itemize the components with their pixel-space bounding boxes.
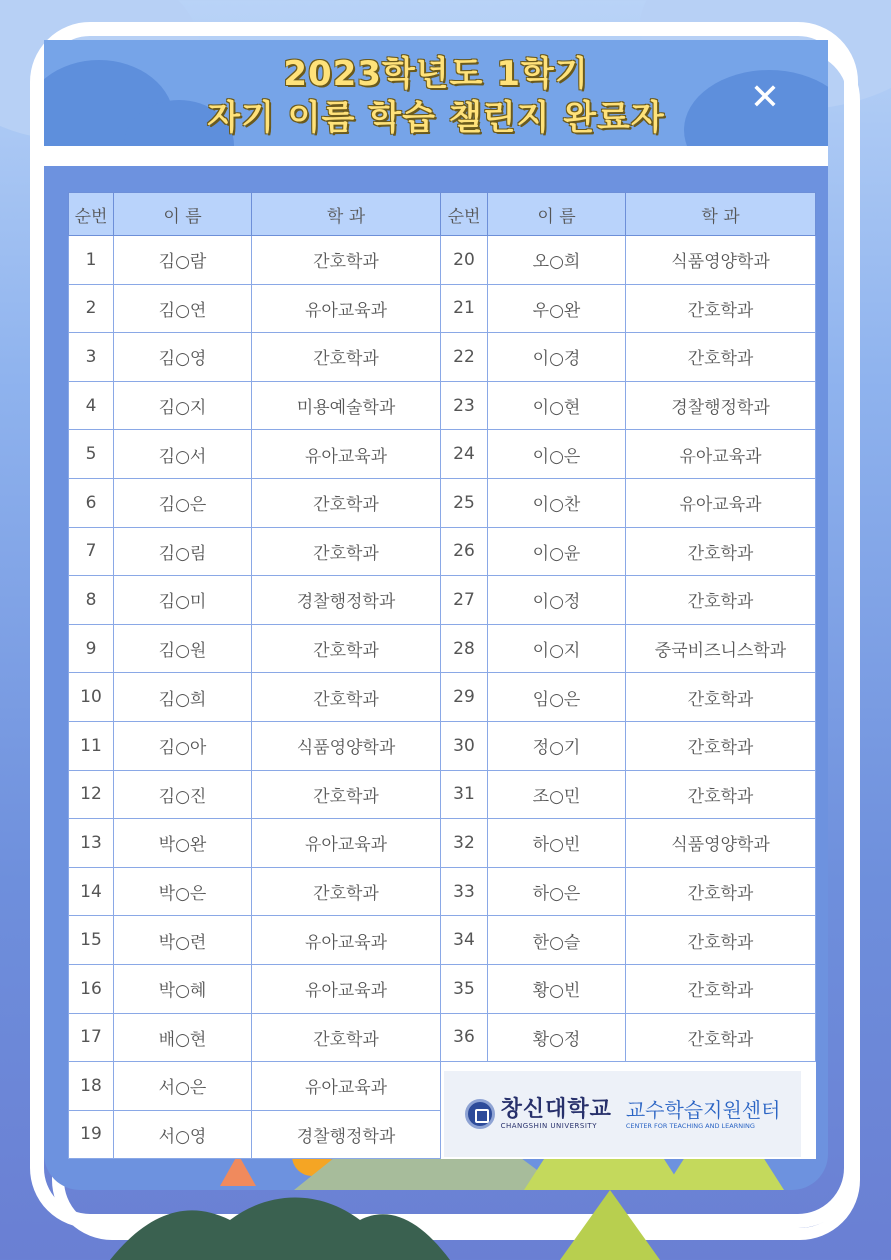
row-number: 33 (441, 867, 488, 916)
row-number: 22 (441, 333, 488, 382)
table-header-row (69, 193, 816, 236)
department: 간호학과 (626, 916, 816, 965)
student-name: 김○림 (114, 527, 252, 576)
student-name: 이○현 (488, 381, 626, 430)
center-name-kr: 교수학습지원센터 (625, 1097, 781, 1122)
student-name: 오○희 (488, 236, 626, 285)
row-number: 28 (441, 624, 488, 673)
university-name-en: CHANGSHIN UNIVERSITY (500, 1121, 597, 1130)
student-name: 조○민 (488, 770, 626, 819)
row-number: 12 (69, 770, 114, 819)
tree-foreground (560, 1190, 660, 1260)
row-number: 25 (441, 478, 488, 527)
row-number: 24 (441, 430, 488, 479)
student-name: 김○미 (114, 576, 252, 625)
header-dept: 학 과 (252, 193, 441, 236)
department: 간호학과 (252, 770, 441, 819)
department: 간호학과 (626, 333, 816, 382)
table-row (69, 527, 816, 576)
department: 유아교육과 (252, 1062, 441, 1111)
department: 경찰행정학과 (252, 576, 441, 625)
row-number: 5 (69, 430, 114, 479)
student-name: 우○완 (488, 284, 626, 333)
row-number: 2 (69, 284, 114, 333)
header-dept: 학 과 (626, 193, 816, 236)
student-name: 김○은 (114, 478, 252, 527)
row-number: 32 (441, 819, 488, 868)
row-number: 29 (441, 673, 488, 722)
foreground-hills (0, 1180, 891, 1260)
header-no: 순번 (441, 193, 488, 236)
student-name: 이○정 (488, 576, 626, 625)
student-name: 김○진 (114, 770, 252, 819)
student-name: 박○완 (114, 819, 252, 868)
student-name: 박○은 (114, 867, 252, 916)
student-name: 배○현 (114, 1013, 252, 1062)
table-row (69, 333, 816, 382)
row-number: 31 (441, 770, 488, 819)
department: 간호학과 (626, 964, 816, 1013)
student-name: 황○빈 (488, 964, 626, 1013)
department: 중국비즈니스학과 (626, 624, 816, 673)
student-name: 김○영 (114, 333, 252, 382)
department: 유아교육과 (252, 284, 441, 333)
department: 식품영양학과 (626, 819, 816, 868)
row-number: 14 (69, 867, 114, 916)
table-row (69, 770, 816, 819)
student-name: 김○지 (114, 381, 252, 430)
completion-table (68, 192, 816, 1159)
row-number: 4 (69, 381, 114, 430)
department: 간호학과 (252, 527, 441, 576)
row-number: 7 (69, 527, 114, 576)
student-name: 김○연 (114, 284, 252, 333)
row-number: 15 (69, 916, 114, 965)
department: 경찰행정학과 (252, 1110, 441, 1159)
table-row (69, 964, 816, 1013)
department: 간호학과 (252, 1013, 441, 1062)
student-name: 임○은 (488, 673, 626, 722)
table-body (69, 236, 816, 1159)
department: 간호학과 (626, 527, 816, 576)
department: 간호학과 (252, 236, 441, 285)
logo-panel (444, 1071, 801, 1157)
department: 유아교육과 (252, 430, 441, 479)
row-number: 19 (69, 1110, 114, 1159)
row-number: 16 (69, 964, 114, 1013)
department: 간호학과 (626, 770, 816, 819)
department: 유아교육과 (252, 916, 441, 965)
row-number: 21 (441, 284, 488, 333)
center-name-en: CENTER FOR TEACHING AND LEARNING (625, 1121, 755, 1130)
table-row (69, 721, 816, 770)
row-number: 18 (69, 1062, 114, 1111)
student-name: 서○영 (114, 1110, 252, 1159)
student-name: 이○찬 (488, 478, 626, 527)
row-number: 8 (69, 576, 114, 625)
table-row (69, 430, 816, 479)
department: 간호학과 (252, 867, 441, 916)
table-row (69, 1013, 816, 1062)
row-number: 9 (69, 624, 114, 673)
table-row (69, 236, 816, 285)
department: 간호학과 (626, 867, 816, 916)
student-name: 서○은 (114, 1062, 252, 1111)
table-row (69, 381, 816, 430)
student-name: 이○지 (488, 624, 626, 673)
page-title (44, 52, 828, 140)
university-name-kr: 창신대학교 (500, 1096, 612, 1122)
row-number: 35 (441, 964, 488, 1013)
title-line-2: 자기 이름 학습 챌린지 완료자 (207, 98, 665, 138)
row-number: 23 (441, 381, 488, 430)
row-number: 36 (441, 1013, 488, 1062)
student-name: 김○아 (114, 721, 252, 770)
title-line-1: 2023학년도 1학기 (283, 54, 589, 94)
department: 간호학과 (626, 576, 816, 625)
department: 식품영양학과 (252, 721, 441, 770)
department: 경찰행정학과 (626, 381, 816, 430)
row-number: 26 (441, 527, 488, 576)
student-name: 김○서 (114, 430, 252, 479)
department: 유아교육과 (252, 819, 441, 868)
student-name: 이○경 (488, 333, 626, 382)
header-name: 이 름 (114, 193, 252, 236)
student-name: 한○슬 (488, 916, 626, 965)
row-number: 6 (69, 478, 114, 527)
close-icon: ✕ (749, 77, 781, 118)
student-name: 하○빈 (488, 819, 626, 868)
department: 간호학과 (626, 673, 816, 722)
department: 유아교육과 (252, 964, 441, 1013)
row-number: 11 (69, 721, 114, 770)
department: 유아교육과 (626, 478, 816, 527)
row-number: 17 (69, 1013, 114, 1062)
table-row (69, 673, 816, 722)
university-logo (501, 1098, 612, 1131)
student-name: 정○기 (488, 721, 626, 770)
table-row (69, 284, 816, 333)
department: 간호학과 (252, 333, 441, 382)
department: 간호학과 (626, 1013, 816, 1062)
department: 간호학과 (252, 624, 441, 673)
student-name: 황○정 (488, 1013, 626, 1062)
row-number: 34 (441, 916, 488, 965)
department: 간호학과 (626, 721, 816, 770)
student-name: 하○은 (488, 867, 626, 916)
row-number: 20 (441, 236, 488, 285)
table-row (69, 576, 816, 625)
student-name: 이○은 (488, 430, 626, 479)
table-row (69, 478, 816, 527)
department: 유아교육과 (626, 430, 816, 479)
header-no: 순번 (69, 193, 114, 236)
table-row (69, 819, 816, 868)
university-emblem-icon (465, 1099, 495, 1129)
student-name: 박○혜 (114, 964, 252, 1013)
student-name: 김○희 (114, 673, 252, 722)
department: 미용예술학과 (252, 381, 441, 430)
dark-hill (110, 1198, 450, 1260)
row-number: 1 (69, 236, 114, 285)
row-number: 27 (441, 576, 488, 625)
table-row (69, 867, 816, 916)
student-name: 이○윤 (488, 527, 626, 576)
close-button[interactable] (745, 78, 785, 118)
student-name: 박○련 (114, 916, 252, 965)
student-name: 김○원 (114, 624, 252, 673)
table-row (69, 624, 816, 673)
row-number: 3 (69, 333, 114, 382)
department: 간호학과 (626, 284, 816, 333)
header-divider (44, 146, 828, 166)
department: 식품영양학과 (626, 236, 816, 285)
row-number: 10 (69, 673, 114, 722)
row-number: 13 (69, 819, 114, 868)
header-name: 이 름 (488, 193, 626, 236)
center-logo (626, 1098, 781, 1131)
table-row (69, 916, 816, 965)
department: 간호학과 (252, 478, 441, 527)
row-number: 30 (441, 721, 488, 770)
department: 간호학과 (252, 673, 441, 722)
student-name: 김○람 (114, 236, 252, 285)
